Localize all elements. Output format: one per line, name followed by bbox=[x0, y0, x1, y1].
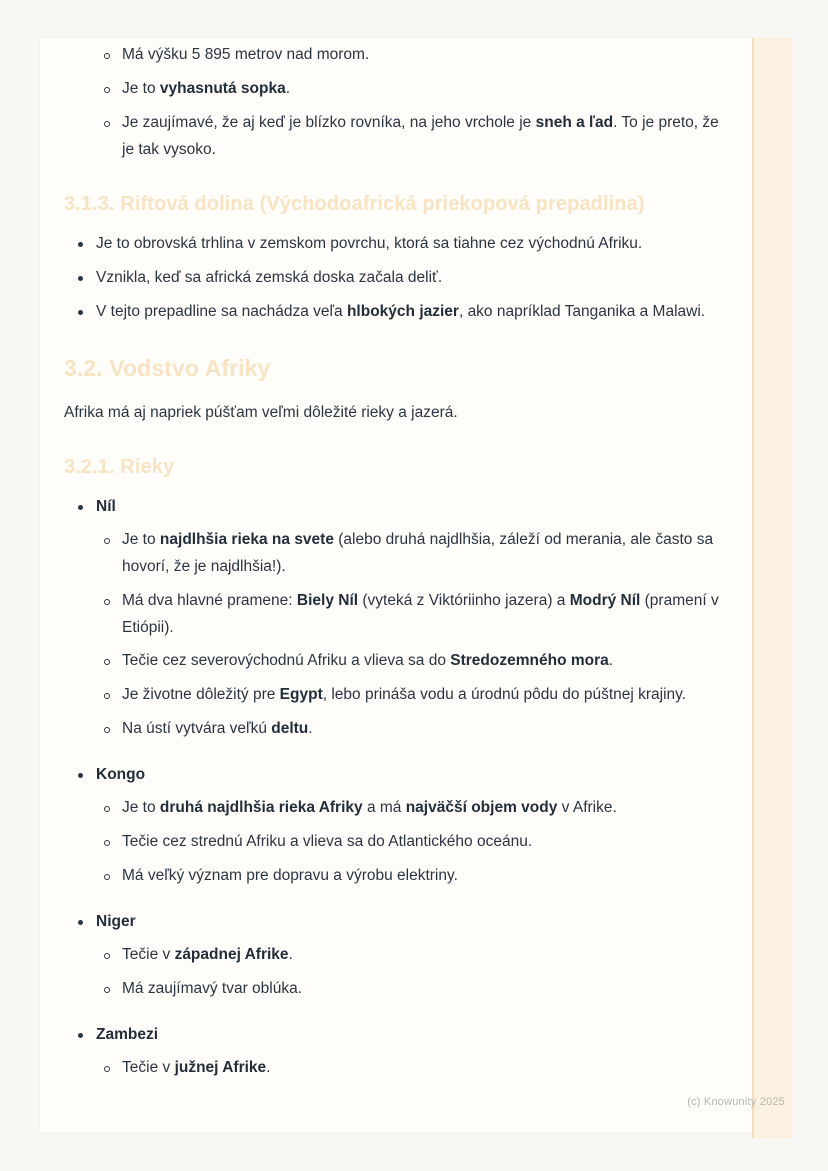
paragraph bbox=[64, 400, 686, 427]
sub-bullet-item bbox=[104, 795, 728, 822]
bullet-body bbox=[96, 909, 728, 1010]
circle-bullet-icon bbox=[104, 863, 122, 880]
bullet-body bbox=[96, 494, 728, 751]
bullet-item bbox=[78, 1022, 728, 1089]
text: , ako napríklad Tanganika a Malawi. bbox=[458, 302, 706, 320]
disc-bullet-icon bbox=[78, 265, 96, 281]
bullet-body bbox=[122, 1055, 728, 1082]
circle-bullet-icon bbox=[104, 76, 122, 93]
text: Afrika má aj napriek púšťam veľmi dôležité rieky a jazerá. bbox=[64, 403, 458, 421]
disc-bullet-icon bbox=[78, 762, 96, 778]
sub-bullet-item bbox=[104, 829, 728, 856]
bullet-body bbox=[122, 682, 728, 709]
disc-bullet-icon bbox=[78, 231, 96, 247]
bullet-text bbox=[122, 76, 728, 103]
bold-text: Stredozemného mora bbox=[450, 652, 609, 670]
text: . bbox=[608, 652, 614, 670]
circle-bullet-icon bbox=[104, 110, 122, 127]
sub-bullet-item bbox=[104, 1055, 728, 1082]
disc-bullet-icon bbox=[78, 909, 96, 925]
text: . To je preto, že je tak vysoko. bbox=[122, 113, 719, 158]
text: Tečie v bbox=[122, 1059, 175, 1077]
text: Má zaujímavý tvar oblúka. bbox=[122, 980, 303, 998]
text: Na ústí vytvára veľkú bbox=[122, 720, 272, 738]
sub-bullet-item bbox=[104, 110, 728, 164]
bold-text: Níl bbox=[96, 497, 116, 515]
disc-bullet-icon bbox=[78, 1022, 96, 1038]
text: Má veľký význam pre dopravu a výrobu elektriny. bbox=[122, 867, 458, 885]
text: (vyteká z Viktóriinho jazera) a bbox=[358, 591, 570, 609]
bullet-text bbox=[96, 231, 710, 258]
bullet-body bbox=[122, 942, 728, 969]
section-heading: 3.2. Vodstvo Afriky bbox=[64, 354, 271, 381]
bullet-list bbox=[78, 231, 728, 326]
bullet-text bbox=[122, 527, 728, 581]
sub-bullet-item bbox=[104, 648, 728, 675]
bullet-body bbox=[96, 265, 728, 292]
bullet-body bbox=[122, 76, 728, 103]
sub-bullet-item bbox=[104, 76, 728, 103]
bold-text: západnej Afrike bbox=[174, 946, 289, 964]
bullet-list bbox=[78, 494, 728, 1089]
text: (alebo druhá najdlhšia, záleží od merania, ale často sa hovorí, že je najdlhšia!). bbox=[122, 530, 714, 575]
text: v Afrike. bbox=[557, 799, 617, 817]
bullet-body bbox=[122, 42, 728, 69]
bullet-body bbox=[122, 795, 728, 822]
circle-bullet-icon bbox=[104, 682, 122, 699]
sub-bullet-list bbox=[104, 42, 728, 164]
bullet-item bbox=[78, 762, 728, 897]
bullet-body bbox=[122, 110, 728, 164]
bullet-text bbox=[122, 716, 728, 743]
circle-bullet-icon bbox=[104, 829, 122, 846]
text: V tejto prepadline sa nachádza veľa bbox=[96, 302, 347, 320]
text: Je to bbox=[122, 530, 160, 548]
sub-bullet-list bbox=[104, 1055, 728, 1082]
sub-bullet-item bbox=[104, 976, 728, 1003]
text: Je to obrovská trhlina v zemskom povrchu, ktorá sa tiahne cez východnú Afriku. bbox=[96, 234, 643, 252]
sub-bullet-list bbox=[104, 942, 728, 1003]
sub-bullet-item bbox=[104, 42, 728, 69]
sub-bullet-item bbox=[104, 682, 728, 709]
bullet-item bbox=[78, 231, 728, 258]
bullet-text bbox=[122, 110, 728, 164]
bullet-text bbox=[122, 1055, 728, 1082]
bold-text: deltu bbox=[271, 720, 309, 738]
bullet-text bbox=[96, 265, 710, 292]
circle-bullet-icon bbox=[104, 527, 122, 544]
text: . bbox=[285, 79, 291, 97]
bullet-text bbox=[96, 299, 710, 326]
bullet-body bbox=[122, 648, 728, 675]
bullet-body bbox=[122, 976, 728, 1003]
bullet-text bbox=[122, 795, 728, 822]
text: . bbox=[308, 720, 313, 738]
text: Tečie v bbox=[122, 946, 175, 964]
bold-text: hlbokých jazier bbox=[346, 302, 459, 320]
bold-text: Niger bbox=[96, 913, 136, 931]
next-page-edge bbox=[752, 38, 792, 1138]
disc-bullet-icon bbox=[78, 494, 96, 510]
circle-bullet-icon bbox=[104, 648, 122, 665]
bullet-text bbox=[122, 682, 728, 709]
bold-text: Biely Níl bbox=[296, 591, 359, 609]
bullet-body bbox=[96, 1022, 728, 1089]
bullet-text bbox=[122, 863, 728, 890]
bullet-body bbox=[96, 231, 728, 258]
document-page bbox=[40, 38, 752, 1132]
text: Vznikla, keď sa africká zemská doska začala deliť. bbox=[96, 268, 443, 286]
bullet-item bbox=[78, 494, 728, 751]
bold-text: Egypt bbox=[279, 686, 323, 704]
document-content bbox=[40, 38, 752, 1089]
bold-text: Modrý Níl bbox=[569, 591, 641, 609]
bullet-item bbox=[78, 909, 728, 1010]
bold-text: Zambezi bbox=[96, 1026, 159, 1044]
sub-bullet-list bbox=[104, 795, 728, 890]
bullet-body bbox=[96, 762, 728, 897]
copyright-text: (c) Knowunity 2025 bbox=[687, 1096, 785, 1108]
text: Je to bbox=[122, 799, 160, 817]
circle-bullet-icon bbox=[104, 1055, 122, 1072]
circle-bullet-icon bbox=[104, 942, 122, 959]
sub-bullet-item bbox=[104, 863, 728, 890]
bullet-body bbox=[122, 527, 728, 581]
text: Je životne dôležitý pre bbox=[122, 686, 280, 704]
bullet-item bbox=[78, 265, 728, 292]
text: . bbox=[266, 1059, 271, 1077]
disc-bullet-icon bbox=[78, 299, 96, 315]
sub-bullet-item bbox=[104, 527, 728, 581]
bullet-item bbox=[78, 299, 728, 326]
circle-bullet-icon bbox=[104, 42, 122, 59]
bullet-text bbox=[96, 494, 710, 521]
sub-bullet-item bbox=[104, 716, 728, 743]
text: (pramení v Etiópii). bbox=[122, 591, 719, 636]
bullet-text bbox=[122, 942, 728, 969]
circle-bullet-icon bbox=[104, 588, 122, 605]
section-heading: 3.1.3. Riftová dolina (Východoafrická priekopová prepadlina) bbox=[64, 192, 645, 215]
bullet-body bbox=[122, 829, 728, 856]
circle-bullet-icon bbox=[104, 716, 122, 733]
bullet-text bbox=[122, 588, 728, 642]
bullet-body bbox=[122, 863, 728, 890]
bullet-text bbox=[96, 762, 710, 789]
bullet-text bbox=[122, 42, 728, 69]
sub-bullet-list bbox=[104, 527, 728, 744]
bold-text: druhá najdlhšia rieka Afriky bbox=[159, 799, 363, 817]
text: Má výšku 5 895 metrov nad morom. bbox=[122, 46, 370, 63]
bold-text: najdlhšia rieka na svete bbox=[159, 530, 334, 548]
bullet-text bbox=[96, 1022, 710, 1049]
bold-text: sneh a ľad bbox=[535, 113, 614, 131]
bold-text: najväčší objem vody bbox=[405, 799, 558, 817]
bullet-body bbox=[122, 588, 728, 642]
text: Má dva hlavné pramene: bbox=[122, 591, 297, 609]
text: . bbox=[288, 946, 293, 964]
text: , lebo prináša vodu a úrodnú pôdu do púštnej krajiny. bbox=[322, 686, 687, 704]
section-heading: 3.2.1. Rieky bbox=[64, 455, 175, 478]
bullet-body bbox=[96, 299, 728, 326]
bullet-body bbox=[122, 716, 728, 743]
text: Je to bbox=[122, 79, 160, 97]
bold-text: vyhasnutá sopka bbox=[159, 79, 286, 97]
bold-text: južnej Afrike bbox=[174, 1059, 267, 1077]
bullet-text bbox=[122, 829, 728, 856]
circle-bullet-icon bbox=[104, 976, 122, 993]
sub-bullet-item bbox=[104, 942, 728, 969]
bullet-text bbox=[96, 909, 710, 936]
text: a má bbox=[362, 799, 406, 817]
bullet-text bbox=[122, 976, 728, 1003]
text: Tečie cez severovýchodnú Afriku a vlieva sa do bbox=[122, 652, 451, 670]
text: Je zaujímavé, že aj keď je blízko rovníka, na jeho vrchole je bbox=[122, 113, 536, 131]
bullet-text bbox=[122, 648, 728, 675]
bold-text: Kongo bbox=[96, 766, 146, 784]
text: Tečie cez strednú Afriku a vlieva sa do Atlantického oceánu. bbox=[122, 833, 533, 851]
circle-bullet-icon bbox=[104, 795, 122, 812]
sub-bullet-item bbox=[104, 588, 728, 642]
